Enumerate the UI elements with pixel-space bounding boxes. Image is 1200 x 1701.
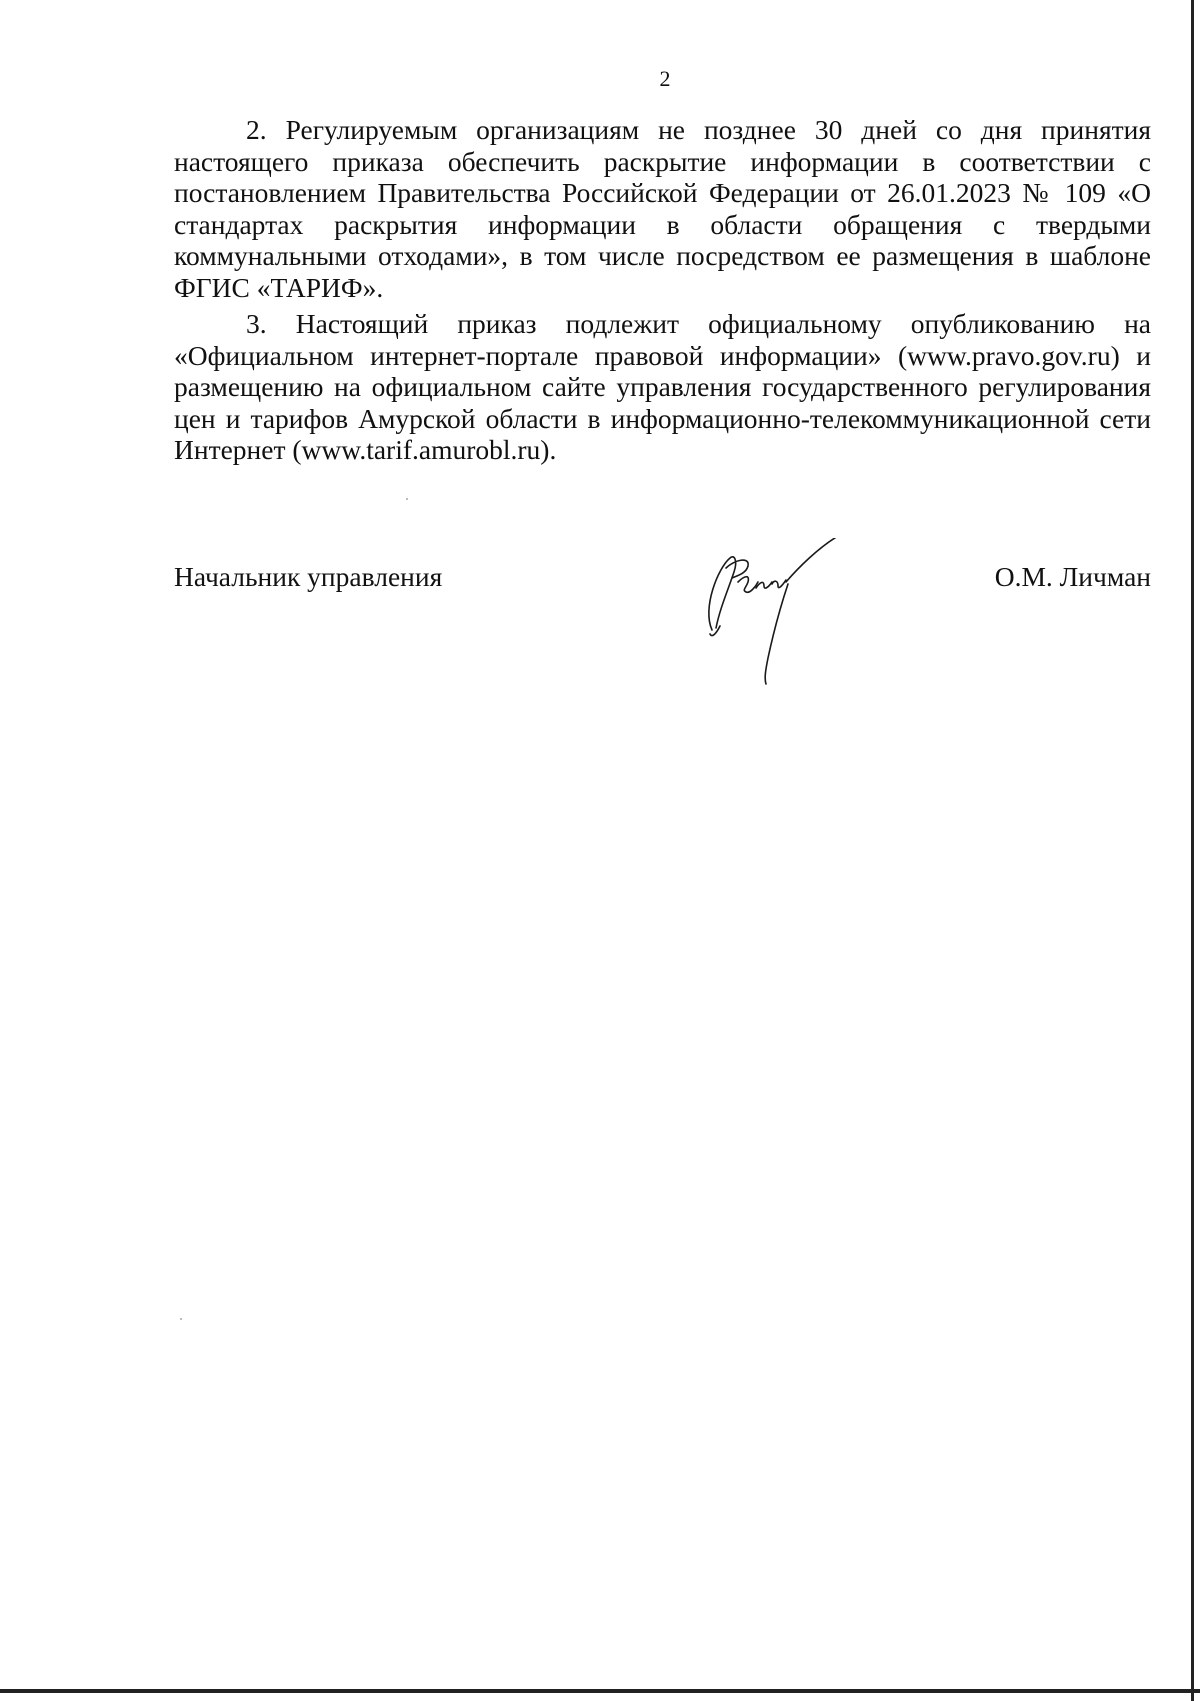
- signer-position: Начальник управления: [174, 561, 443, 592]
- signer-name: О.М. Личман: [994, 561, 1151, 592]
- scan-border-bottom: [0, 1689, 1200, 1693]
- scan-speck: [406, 498, 408, 500]
- handwritten-signature: [690, 538, 870, 688]
- paragraph-2: 2. Регулируемым организациям не позднее 30 дней со дня принятия настоящего приказа обеспечить раскрытие информации в соответствии с постановлением Правительства Российской Федерации от 26.01.2023 № 109 «О стандартах раскрытия информации в области обращения с твердыми коммунальными отходами», в том числе посредством ее размещения в шаблоне ФГИС «ТАРИФ».: [174, 114, 1151, 303]
- signature-block: [174, 560, 1151, 600]
- paragraph-3: 3. Настоящий приказ подлежит официальному опубликованию на «Официальном интернет-портале правовой информации» (www.pravo.gov.ru) и размещению на официальном сайте управления государственного регулирования цен и тарифов Амурской области в информационно-телекоммуникационной сети Интернет (www.tarif.amurobl.ru).: [174, 308, 1151, 466]
- scan-border-right: [1191, 0, 1194, 1701]
- page-number: 2: [659, 66, 671, 91]
- scan-speck: [180, 1318, 182, 1320]
